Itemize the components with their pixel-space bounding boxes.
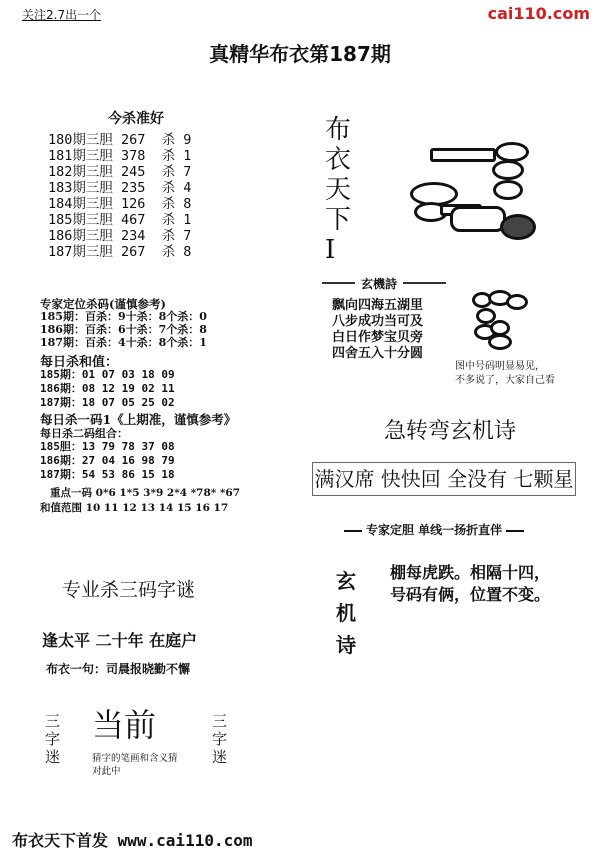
turn-poem-box: 满汉席 快快回 全没有 七颗星 — [312, 462, 576, 496]
xuan-text — [390, 562, 550, 606]
daily-kill-sum-list — [40, 368, 175, 410]
caption-line: 图中号码明显易见， — [455, 361, 545, 372]
poem-line: 四舍五入十分圆 — [332, 346, 424, 361]
riddle-line-2: 布衣一句：司晨报晓勤不懈 — [46, 662, 191, 676]
key-code: 重点一码 0*6 1*5 3*9 2*4 *78* *67 — [50, 487, 241, 499]
list-item: 186期：27 04 16 98 79 — [40, 454, 175, 467]
poem-lines — [332, 298, 423, 362]
turn-poem-heading: 急转弯玄机诗 — [383, 419, 516, 444]
daily-two-heading: 每日杀二码组合： — [40, 427, 128, 440]
poem-title: 玄機詩 — [355, 275, 403, 292]
list-item: 187期：18 07 05 25 02 — [40, 396, 175, 409]
poem-line: 白日作梦宝贝旁 — [332, 330, 424, 345]
expert-line: 专家定胆 单线一扬折直伴 — [340, 521, 528, 538]
list-item: 181期三胆 378 杀 1 — [48, 148, 192, 164]
list-item: 186期：08 12 19 02 11 — [40, 382, 175, 395]
kill-list — [48, 132, 191, 260]
xuan-line: 号码有俩，位置不变。 — [390, 585, 551, 604]
list-item: 185期三胆 467 杀 1 — [48, 212, 192, 228]
cloth-title: 布衣天下Ⅰ — [325, 115, 352, 265]
list-item: 185胆：13 79 78 37 08 — [40, 440, 175, 453]
list-item: 185期：01 07 03 18 09 — [40, 368, 175, 381]
list-item: 180期三胆 267 杀 9 — [48, 132, 192, 148]
poem-line: 八步成功当可及 — [332, 314, 424, 329]
xuan-line: 棚每虎跌。相隔十四， — [390, 563, 551, 582]
list-item: 184期三胆 126 杀 8 — [48, 196, 192, 212]
riddle-left-label: 三字迷 — [45, 712, 61, 766]
page-title: 真精华布衣第187期 — [209, 42, 391, 66]
riddle-center: 当前 — [92, 706, 157, 744]
riddle-hint — [92, 752, 178, 778]
list-item: 182期三胆 245 杀 7 — [48, 164, 192, 180]
hint-line: 猜字的笔画和含义猜 — [92, 753, 178, 764]
xuan-label: 玄机诗 — [336, 569, 356, 657]
kill-list-heading: 今杀准好 — [108, 111, 164, 127]
list-item: 186期：百杀：6十杀：7个杀：8 — [40, 323, 207, 336]
position-kill-list — [40, 310, 207, 349]
caption-line: 不多说了，大家自己看 — [455, 375, 555, 386]
list-item: 187期：54 53 86 15 18 — [40, 468, 175, 481]
riddle-heading: 专业杀三码字谜 — [62, 579, 196, 601]
egg-drawing — [400, 140, 550, 240]
riddle-line-1: 逢太平 二十年 在庭户 — [42, 631, 198, 650]
poem-drawing — [472, 290, 532, 346]
list-item: 187期：百杀：4十杀：8个杀：1 — [40, 336, 207, 349]
sum-range: 和值范围 10 11 12 13 14 15 16 17 — [40, 502, 229, 514]
daily-two-list — [40, 440, 175, 482]
list-item: 186期三胆 234 杀 7 — [48, 228, 192, 244]
site-url[interactable]: cai110.com — [487, 4, 590, 23]
hint-line: 对此中 — [92, 766, 121, 777]
list-item: 185期：百杀：9十杀：8个杀：0 — [40, 310, 207, 323]
position-kill-heading: 专家定位杀码(谨慎参考) — [40, 297, 166, 311]
riddle-right-label: 三字迷 — [212, 712, 228, 766]
top-note: 关注2.7出一个 — [22, 8, 102, 22]
footer-text: 布衣天下首发 www.cai110.com — [12, 831, 253, 850]
daily-one-heading: 每日杀一码1《上期准，谨慎参考》 — [40, 412, 237, 427]
daily-kill-sum-heading: 每日杀和值： — [40, 355, 119, 370]
list-item: 183期三胆 235 杀 4 — [48, 180, 192, 196]
poem-line: 飘向四海五湖里 — [332, 298, 424, 313]
list-item: 187期三胆 267 杀 8 — [48, 244, 192, 260]
poem-caption — [455, 360, 595, 388]
